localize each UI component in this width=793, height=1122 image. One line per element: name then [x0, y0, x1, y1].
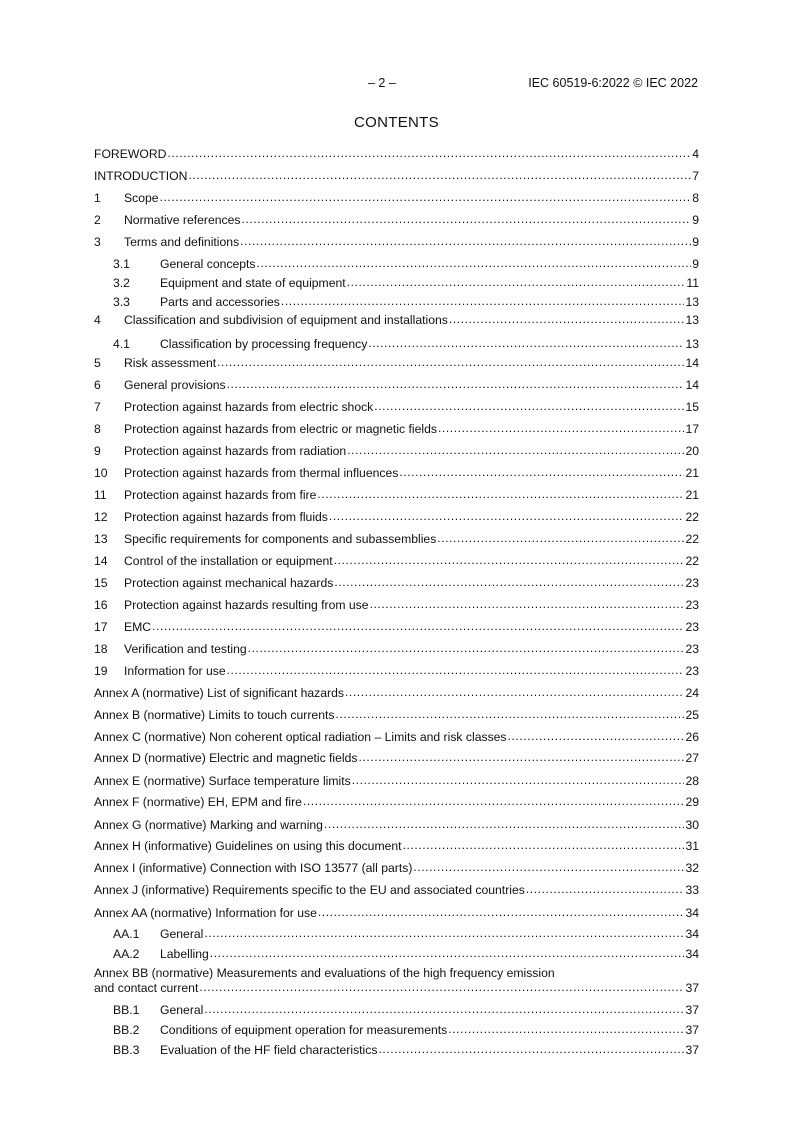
toc-entry-page-number: 37 [685, 1043, 699, 1057]
toc-entry[interactable] [94, 212, 699, 228]
toc-entry[interactable] [94, 531, 699, 547]
toc-entry-title: Classification and subdivision of equipment and installations [124, 313, 448, 327]
toc-entry-title: Scope [124, 191, 159, 205]
toc-entry-title: Protection against hazards resulting from use [124, 598, 369, 612]
toc-entry[interactable] [94, 509, 699, 525]
toc-entry-number: 3.1 [113, 257, 130, 271]
toc-entry-page-number: 20 [685, 444, 699, 458]
toc-entry[interactable] [94, 794, 699, 810]
toc-entry[interactable] [94, 399, 699, 415]
toc-entry-title: and contact current [94, 981, 199, 995]
toc-entry-number: 3.2 [113, 276, 130, 290]
toc-entry-title: Protection against hazards from fire [124, 488, 317, 502]
toc-entry-title: Risk assessment [124, 356, 217, 370]
dot-leader [437, 531, 684, 543]
toc-entry-page-number: 25 [685, 708, 699, 722]
toc-entry-page-number: 34 [685, 947, 699, 961]
dot-leader [399, 465, 684, 477]
toc-entry-page-number: 37 [685, 1023, 699, 1037]
toc-entry-page-number: 8 [692, 191, 699, 205]
toc-entry-page-number: 28 [685, 774, 699, 788]
toc-entry[interactable] [94, 860, 699, 876]
dot-leader [334, 575, 684, 587]
toc-entry-page-number: 21 [685, 488, 699, 502]
toc-entry-title: Annex F (normative) EH, EPM and fire [94, 795, 302, 809]
toc-entry[interactable] [94, 619, 699, 635]
toc-entry[interactable] [94, 663, 699, 679]
toc-entry-title: Classification by processing frequency [160, 337, 368, 351]
toc-entry[interactable] [94, 817, 699, 833]
toc-entry-number: 18 [94, 642, 108, 656]
toc-entry-page-number: 23 [685, 664, 699, 678]
dot-leader [352, 773, 685, 785]
toc-entry[interactable] [94, 685, 699, 701]
toc-entry-title: Information for use [124, 664, 226, 678]
dot-leader [526, 882, 685, 894]
toc-entry[interactable] [94, 926, 699, 942]
toc-entry-number: 6 [94, 378, 101, 392]
toc-entry-title: Evaluation of the HF field characteristics [160, 1043, 378, 1057]
dot-leader [152, 619, 684, 631]
toc-entry-number: 5 [94, 356, 101, 370]
toc-entry-page-number: 37 [685, 981, 699, 995]
toc-entry-title: Labelling [160, 947, 209, 961]
dot-leader [318, 905, 685, 917]
toc-entry[interactable] [94, 641, 699, 657]
toc-entry-page-number: 24 [685, 686, 699, 700]
toc-entry-page-number: 27 [685, 751, 699, 765]
toc-entry-page-number: 23 [685, 620, 699, 634]
dot-leader [248, 641, 685, 653]
toc-entry-page-number: 30 [685, 818, 699, 832]
toc-entry-page-number: 9 [692, 213, 699, 227]
toc-entry-text-line[interactable]: Annex BB (normative) Measurements and evaluations of the high frequency emission [94, 966, 555, 980]
toc-entry-title: General [160, 1003, 204, 1017]
toc-entry[interactable] [94, 312, 699, 328]
toc-entry-number: 11 [94, 488, 107, 502]
toc-entry-page-number: 37 [685, 1003, 699, 1017]
toc-entry[interactable] [94, 980, 699, 996]
toc-entry-page-number: 22 [685, 554, 699, 568]
toc-entry[interactable] [94, 355, 699, 371]
toc-entry[interactable] [94, 275, 699, 291]
dot-leader [242, 212, 692, 224]
dot-leader [347, 443, 684, 455]
toc-entry[interactable] [94, 838, 699, 854]
toc-entry-title: Protection against hazards from electric or magnetic fields [124, 422, 437, 436]
toc-entry-title: Protection against hazards from radiation [124, 444, 347, 458]
toc-entry-number: 15 [94, 576, 108, 590]
toc-entry-title: Control of the installation or equipment [124, 554, 333, 568]
toc-entry-page-number: 11 [686, 276, 699, 290]
toc-entry-number: 4.1 [113, 337, 130, 351]
dot-leader [374, 399, 684, 411]
toc-entry[interactable] [94, 707, 699, 723]
dot-leader [448, 1022, 684, 1034]
toc-entry[interactable] [94, 1042, 699, 1058]
toc-entry-page-number: 22 [685, 532, 699, 546]
toc-entry[interactable] [94, 1022, 699, 1038]
toc-entry-title: FOREWORD [94, 147, 167, 161]
toc-entry-number: 17 [94, 620, 108, 634]
toc-entry[interactable] [94, 729, 699, 745]
toc-entry[interactable] [94, 1002, 699, 1018]
dot-leader [199, 980, 684, 992]
toc-entry[interactable] [94, 773, 699, 789]
toc-entry[interactable] [94, 597, 699, 613]
toc-entry-title: General concepts [160, 257, 256, 271]
dot-leader [370, 597, 685, 609]
dot-leader [167, 146, 691, 158]
toc-entry[interactable] [94, 234, 699, 250]
toc-entry-number: 7 [94, 400, 101, 414]
toc-entry-title: General [160, 927, 204, 941]
toc-entry[interactable] [94, 946, 699, 962]
toc-entry-title: Terms and definitions [124, 235, 240, 249]
toc-entry-page-number: 23 [685, 642, 699, 656]
toc-entry-title: EMC [124, 620, 152, 634]
toc-entry-page-number: 29 [685, 795, 699, 809]
toc-entry-number: 9 [94, 444, 101, 458]
toc-entry[interactable] [94, 443, 699, 459]
dot-leader [335, 707, 684, 719]
toc-entry-title: INTRODUCTION [94, 169, 188, 183]
dot-leader [413, 860, 684, 872]
dot-leader [347, 275, 686, 287]
toc-entry-number: 2 [94, 213, 101, 227]
toc-entry-title: Protection against mechanical hazards [124, 576, 334, 590]
toc-entry-page-number: 13 [685, 295, 699, 309]
toc-entry-number: BB.3 [113, 1043, 140, 1057]
toc-entry-page-number: 13 [685, 337, 699, 351]
toc-entry-number: 3 [94, 235, 101, 249]
dot-leader [438, 421, 684, 433]
toc-entry-title: Annex H (informative) Guidelines on using this document [94, 839, 402, 853]
toc-entry-page-number: 34 [685, 906, 699, 920]
toc-entry-title: Equipment and state of equipment [160, 276, 346, 290]
toc-entry-title: Annex C (normative) Non coherent optical radiation – Limits and risk classes [94, 730, 507, 744]
toc-entry-title: Protection against hazards from electric shock [124, 400, 374, 414]
toc-entry-number: 13 [94, 532, 108, 546]
toc-entry-number: BB.2 [113, 1023, 140, 1037]
page-number: – 2 – [368, 76, 396, 90]
toc-entry-title: Verification and testing [124, 642, 247, 656]
toc-entry-number: 19 [94, 664, 108, 678]
toc-entry-number: 1 [94, 191, 101, 205]
toc-entry[interactable] [94, 294, 699, 310]
toc-entry-title: Specific requirements for components and subassemblies [124, 532, 437, 546]
toc-entry-page-number: 33 [685, 883, 699, 897]
toc-entry-page-number: 17 [685, 422, 699, 436]
toc-entry-page-number: 23 [685, 598, 699, 612]
toc-entry[interactable] [94, 465, 699, 481]
dot-leader [227, 377, 685, 389]
toc-entry-number: AA.1 [113, 927, 140, 941]
toc-entry-page-number: 32 [685, 861, 699, 875]
toc-entry-title: Conditions of equipment operation for measurements [160, 1023, 448, 1037]
toc-entry-number: 8 [94, 422, 101, 436]
toc-entry[interactable] [94, 336, 699, 352]
toc-entry[interactable] [94, 256, 699, 272]
toc-entry[interactable] [94, 750, 699, 766]
toc-entry-title: Annex A (normative) List of significant hazards [94, 686, 344, 700]
toc-entry[interactable] [94, 168, 699, 184]
dot-leader [188, 168, 691, 180]
toc-entry-page-number: 31 [685, 839, 699, 853]
toc-entry-page-number: 26 [685, 730, 699, 744]
dot-leader [160, 190, 692, 202]
toc-entry-page-number: 9 [692, 257, 699, 271]
toc-entry-page-number: 4 [692, 147, 699, 161]
toc-entry[interactable] [94, 905, 699, 921]
toc-entry-title: Annex B (normative) Limits to touch currents [94, 708, 335, 722]
toc-entry-page-number: 7 [692, 169, 699, 183]
toc-entry-page-number: 13 [685, 313, 699, 327]
dot-leader [204, 926, 684, 938]
dot-leader [204, 1002, 684, 1014]
toc-entry-page-number: 22 [685, 510, 699, 524]
toc-entry-title: Annex J (informative) Requirements specific to the EU and associated countries [94, 883, 525, 897]
toc-entry[interactable] [94, 377, 699, 393]
dot-leader [334, 553, 685, 565]
dot-leader [210, 946, 685, 958]
toc-entry-page-number: 21 [685, 466, 699, 480]
dot-leader [324, 817, 684, 829]
toc-entry-title: General provisions [124, 378, 226, 392]
toc-entry[interactable] [94, 146, 699, 162]
toc-entry-title: Annex I (informative) Connection with ISO 13577 (all parts) [94, 861, 413, 875]
toc-entry[interactable] [94, 421, 699, 437]
dot-leader [329, 509, 685, 521]
toc-entry-title: Protection against hazards from fluids [124, 510, 328, 524]
toc-entry-title: Annex D (normative) Electric and magnetic fields [94, 751, 358, 765]
toc-entry-title: Parts and accessories [160, 295, 280, 309]
toc-entry[interactable] [94, 487, 699, 503]
toc-entry-page-number: 14 [685, 356, 699, 370]
dot-leader [240, 234, 691, 246]
toc-entry-title: Annex E (normative) Surface temperature limits [94, 774, 351, 788]
toc-entry-number: 3.3 [113, 295, 130, 309]
toc-entry[interactable] [94, 882, 699, 898]
page-title: CONTENTS [354, 114, 439, 131]
toc-entry-title: Normative references [124, 213, 241, 227]
toc-entry-page-number: 9 [692, 235, 699, 249]
dot-leader [317, 487, 684, 499]
toc-entry[interactable] [94, 190, 699, 206]
toc-entry-page-number: 14 [685, 378, 699, 392]
toc-entry-number: BB.1 [113, 1003, 140, 1017]
toc-entry-number: 14 [94, 554, 108, 568]
standard-reference: IEC 60519-6:2022 © IEC 2022 [528, 76, 698, 90]
toc-entry-page-number: 23 [685, 576, 699, 590]
dot-leader [217, 355, 684, 367]
dot-leader [359, 750, 685, 762]
dot-leader [345, 685, 684, 697]
dot-leader [257, 256, 692, 268]
toc-entry-number: 12 [94, 510, 108, 524]
dot-leader [378, 1042, 684, 1054]
dot-leader [227, 663, 685, 675]
dot-leader [281, 294, 685, 306]
dot-leader [449, 312, 685, 324]
toc-entry[interactable] [94, 553, 699, 569]
toc-entry-page-number: 15 [685, 400, 699, 414]
toc-entry-title: Annex AA (normative) Information for use [94, 906, 317, 920]
dot-leader [368, 336, 684, 348]
toc-entry-number: 16 [94, 598, 108, 612]
toc-entry-title: Annex G (normative) Marking and warning [94, 818, 323, 832]
toc-entry-number: 4 [94, 313, 101, 327]
dot-leader [303, 794, 685, 806]
dot-leader [403, 838, 685, 850]
toc-entry-title: Protection against hazards from thermal influences [124, 466, 399, 480]
toc-entry-number: 10 [94, 466, 108, 480]
toc-entry-page-number: 34 [685, 927, 699, 941]
toc-entry-number: AA.2 [113, 947, 140, 961]
dot-leader [508, 729, 685, 741]
toc-entry[interactable] [94, 575, 699, 591]
